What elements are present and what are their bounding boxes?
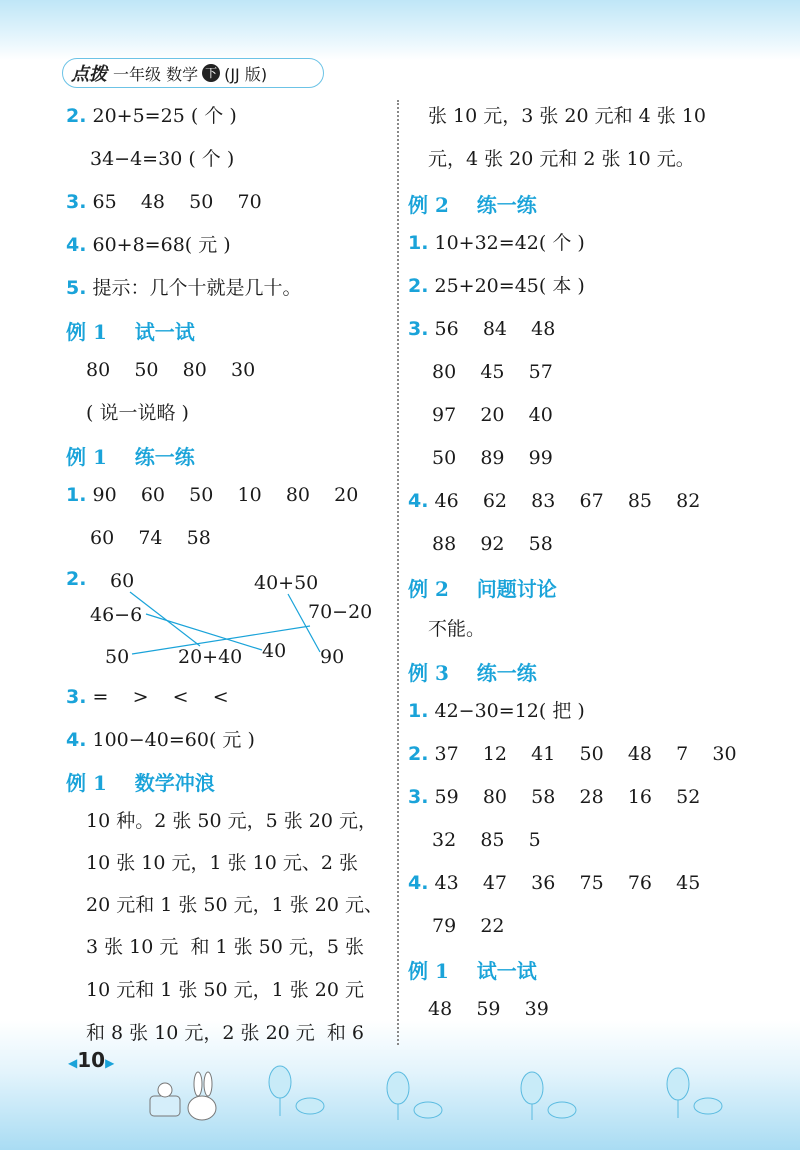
top-band bbox=[0, 0, 800, 60]
column-divider bbox=[397, 100, 399, 1045]
match-item: 60 bbox=[110, 570, 135, 592]
paragraph-line: 和 8 张 10 元，2 张 20 元 和 6 bbox=[86, 1022, 365, 1044]
answer-line: 79 22 bbox=[432, 915, 505, 937]
answer-line: 4. 100−40=60( 元 ) bbox=[66, 729, 255, 751]
answer-line: 4. 43 47 36 75 76 45 bbox=[408, 872, 701, 894]
answer-line: 97 20 40 bbox=[432, 404, 553, 426]
answer-line: 4. 60+8=68( 元 ) bbox=[66, 234, 231, 256]
answer-line: 1. 90 60 50 10 80 20 bbox=[66, 484, 359, 506]
answer-line: 80 50 80 30 bbox=[86, 359, 256, 381]
match-item: 40+50 bbox=[254, 572, 319, 594]
paragraph-line: 3 张 10 元 和 1 张 50 元，5 张 bbox=[86, 936, 365, 958]
match-item: 20+40 bbox=[178, 646, 243, 668]
match-item: 90 bbox=[320, 646, 345, 668]
match-item: 46−6 bbox=[90, 604, 143, 626]
answer-line: 3. = > < < bbox=[66, 686, 229, 708]
edition-label: (JJ 版) bbox=[224, 64, 268, 84]
answer-line: 1. 10+32=42( 个 ) bbox=[408, 232, 585, 254]
paragraph-line: 张 10 元，3 张 20 元和 4 张 10 bbox=[428, 105, 707, 127]
match-item: 40 bbox=[262, 640, 287, 662]
section-heading: 例 1 试一试 bbox=[408, 959, 537, 983]
answer-line: 2. 20+5=25 ( 个 ) bbox=[66, 105, 237, 127]
decorative-illustration bbox=[140, 1060, 740, 1130]
header-title: 一年级 数学 bbox=[113, 64, 199, 84]
paragraph-line: 20 元和 1 张 50 元，1 张 20 元、 bbox=[86, 894, 384, 916]
answer-line: 60 74 58 bbox=[90, 527, 211, 549]
logo: 点拨 bbox=[71, 64, 107, 85]
answer-line: 不能。 bbox=[428, 618, 486, 640]
section-heading: 例 1 数学冲浪 bbox=[66, 771, 215, 795]
answer-line: 3. 56 84 48 bbox=[408, 318, 556, 340]
page-header bbox=[62, 58, 324, 88]
match-item: 70−20 bbox=[308, 601, 373, 623]
paragraph-line: 10 种。2 张 50 元，5 张 20 元， bbox=[86, 810, 377, 832]
answer-line: 2. 37 12 41 50 48 7 30 bbox=[408, 743, 737, 765]
answer-line: 3. 59 80 58 28 16 52 bbox=[408, 786, 701, 808]
section-heading: 例 3 练一练 bbox=[408, 661, 537, 685]
answer-line: 80 45 57 bbox=[432, 361, 553, 383]
volume-badge: 下 bbox=[202, 64, 220, 82]
paragraph-line: 10 张 10 元，1 张 10 元、2 张 bbox=[86, 852, 358, 874]
answer-line: 50 89 99 bbox=[432, 447, 553, 469]
answer-line: ( 说一说略 ) bbox=[86, 402, 189, 424]
section-heading: 例 1 试一试 bbox=[66, 320, 195, 344]
answer-line: 2. bbox=[66, 568, 87, 590]
section-heading: 例 2 问题讨论 bbox=[408, 577, 557, 601]
tree-icon bbox=[269, 1066, 722, 1120]
answer-line: 34−4=30 ( 个 ) bbox=[90, 148, 235, 170]
answer-line: 48 59 39 bbox=[428, 998, 549, 1020]
section-heading: 例 2 练一练 bbox=[408, 193, 537, 217]
paragraph-line: 10 元和 1 张 50 元，1 张 20 元 bbox=[86, 979, 365, 1001]
bunny-icon bbox=[150, 1072, 216, 1120]
answer-line: 32 85 5 bbox=[432, 829, 541, 851]
paragraph-line: 元，4 张 20 元和 2 张 10 元。 bbox=[428, 148, 695, 170]
answer-line: 2. 25+20=45( 本 ) bbox=[408, 275, 585, 297]
answer-line: 3. 65 48 50 70 bbox=[66, 191, 262, 213]
page-number: ◀10▶ bbox=[68, 1048, 115, 1072]
answer-line: 1. 42−30=12( 把 ) bbox=[408, 700, 585, 722]
answer-line: 88 92 58 bbox=[432, 533, 553, 555]
match-item: 50 bbox=[105, 646, 130, 668]
matching-diagram bbox=[88, 568, 388, 668]
answer-line: 5. 提示：几个十就是几十。 bbox=[66, 277, 302, 299]
triangle-left-icon: ◀ bbox=[68, 1056, 78, 1070]
answer-line: 4. 46 62 83 67 85 82 bbox=[408, 490, 701, 512]
section-heading: 例 1 练一练 bbox=[66, 445, 195, 469]
triangle-right-icon: ▶ bbox=[105, 1056, 115, 1070]
